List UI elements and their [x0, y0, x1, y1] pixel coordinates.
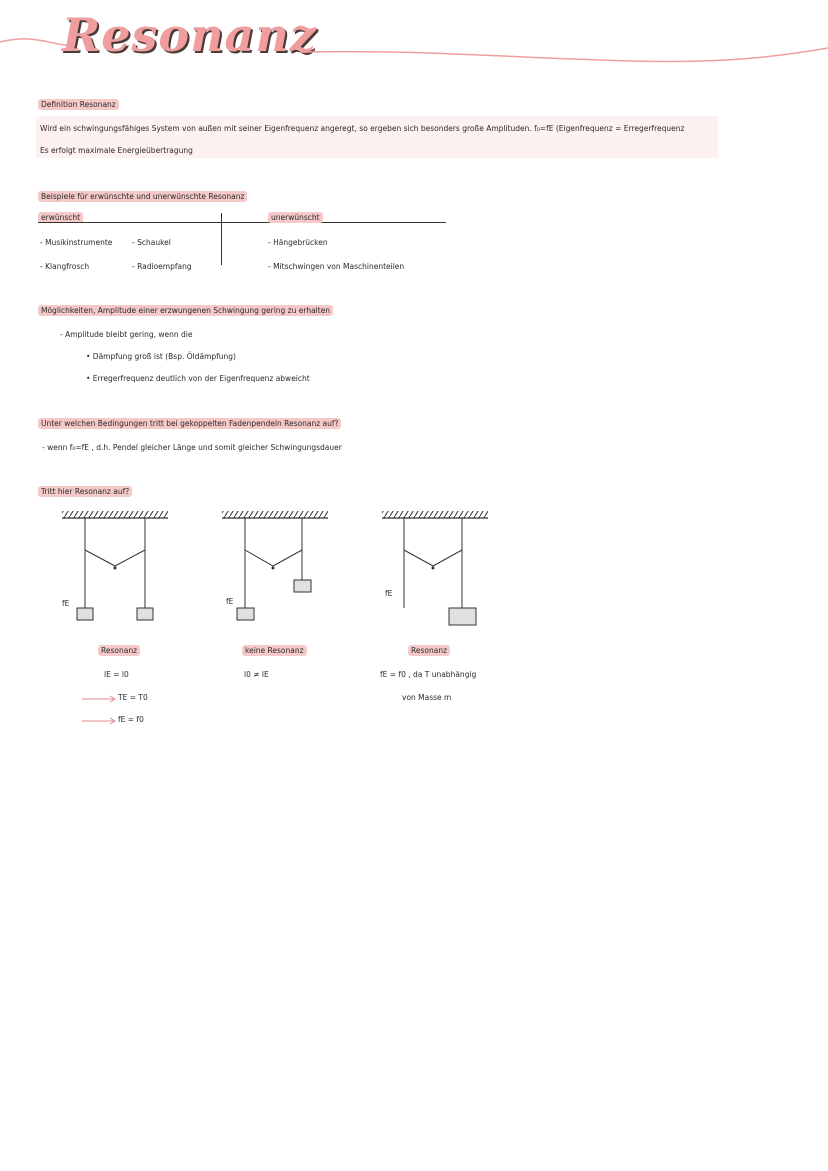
result-3: Resonanz [408, 646, 450, 655]
possibilities-line-1: - Amplitude bleibt gering, wenn die [60, 330, 193, 339]
result-1-line-1: lE = l0 [104, 670, 129, 679]
fe-label-2: fE [226, 597, 234, 606]
fe-label-1: fE [62, 599, 70, 608]
conditions-heading: Unter welchen Bedingungen tritt bei gekoppelten Fadenpendeln Resonanz auf? [38, 419, 341, 428]
result-2-line-1: l0 ≠ lE [244, 670, 269, 679]
possibilities-line-3: • Erregerfrequenz deutlich von der Eigenfrequenz abweicht [86, 374, 310, 383]
wanted-item: - Klangfrosch [40, 262, 90, 271]
result-3-line-1: fE = f0 , da T unabhängig [380, 670, 477, 679]
conditions-answer: - wenn f₀=fE , d.h. Pendel gleicher Länge und somit gleicher Schwingungsdauer [42, 443, 342, 452]
definition-line-1: Wird ein schwingungsfähiges System von außen mit seiner Eigenfrequenz angeregt, so ergeben sich besonders große Amplituden. f₀=fE (Eigenfrequenz = Erregerfrequenz [40, 124, 685, 133]
wanted-item: - Musikinstrumente [40, 238, 113, 247]
examples-divider [221, 213, 222, 265]
title-wave-line [0, 20, 828, 70]
result-2: keine Resonanz [242, 646, 307, 655]
wanted-item: - Radioempfang [132, 262, 192, 271]
unwanted-heading: unerwünscht [268, 213, 323, 222]
pendulum-diagram-2 [222, 511, 328, 620]
pendulum-diagrams [0, 500, 828, 640]
definition-heading: Definition Resonanz [38, 100, 119, 109]
possibilities-line-2: • Dämpfung groß ist (Bsp. Öldämpfung) [86, 352, 236, 361]
wanted-item: - Schaukel [132, 238, 171, 247]
arrow-icon [80, 716, 120, 726]
unwanted-item: - Mitschwingen von Maschinenteilen [268, 262, 405, 271]
page-title: Resonanz [62, 8, 317, 62]
definition-line-2: Es erfolgt maximale Energieübertragung [40, 146, 193, 155]
arrow-icon [80, 694, 120, 704]
result-3-line-2: von Masse m [402, 693, 452, 702]
unwanted-item: - Hängebrücken [268, 238, 328, 247]
examples-table-line [38, 222, 446, 223]
fe-label-3: fE [385, 589, 393, 598]
result-1-line-3: fE = f0 [118, 715, 144, 724]
question-heading: Tritt hier Resonanz auf? [38, 487, 132, 496]
pendulum-diagram-1 [62, 511, 168, 620]
examples-heading: Beispiele für erwünschte und unerwünschte Resonanz [38, 192, 247, 201]
pendulum-diagram-3 [382, 511, 488, 625]
wanted-heading: erwünscht [38, 213, 218, 222]
result-1-line-2: TE = T0 [118, 693, 148, 702]
possibilities-heading: Möglichkeiten, Amplitude einer erzwungenen Schwingung gering zu erhalten [38, 306, 333, 315]
result-1: Resonanz [98, 646, 140, 655]
